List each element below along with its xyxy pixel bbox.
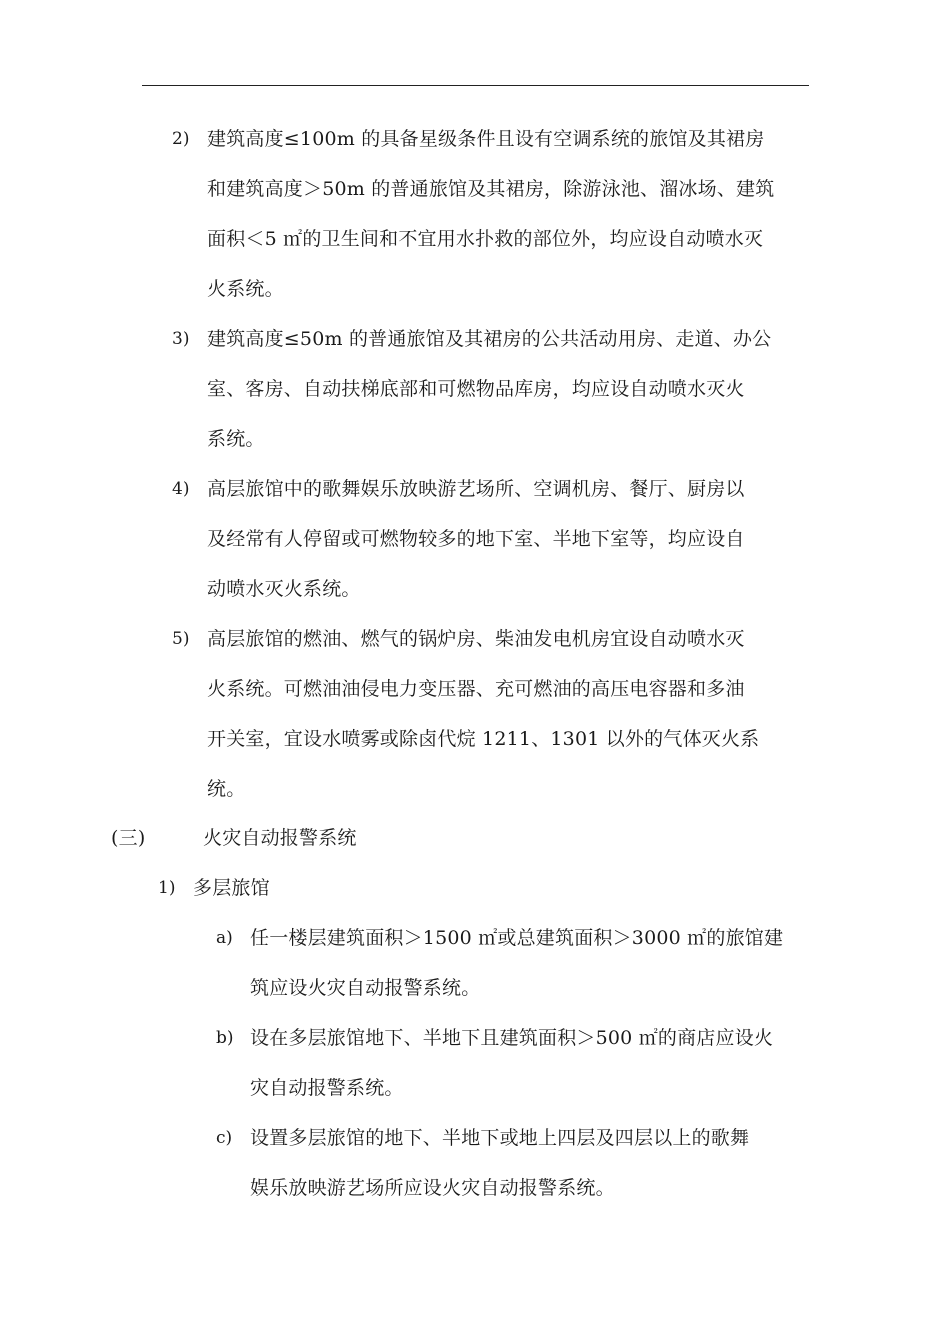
item-line: 建筑高度≤100m 的具备星级条件且设有空调系统的旅馆及其裙房 [207,128,765,150]
item-line: 及经常有人停留或可燃物较多的地下室、半地下室等，均应设自 [207,528,745,550]
item-marker: 3) [172,329,190,349]
item-marker: 2) [172,129,190,149]
header-rule [142,85,809,86]
item-line: 统。 [207,778,246,800]
subitem-marker: a) [216,928,233,948]
subitem-line: 灾自动报警系统。 [250,1077,404,1099]
section-title: 火灾自动报警系统 [203,827,357,849]
subsection-marker: 1) [158,878,176,898]
item-line: 室、客房、自动扶梯底部和可燃物品库房，均应设自动喷水灭火 [207,378,745,400]
subitem-line: 设在多层旅馆地下、半地下且建筑面积＞500 ㎡的商店应设火 [250,1027,774,1049]
item-line: 火系统。可燃油油侵电力变压器、充可燃油的高压电容器和多油 [207,678,745,700]
item-line: 面积＜5 ㎡的卫生间和不宜用水扑救的部位外，均应设自动喷水灭 [207,228,764,250]
item-line: 高层旅馆中的歌舞娱乐放映游艺场所、空调机房、餐厅、厨房以 [207,478,745,500]
item-line: 开关室，宜设水喷雾或除卤代烷 1211、1301 以外的气体灭火系 [207,728,760,750]
subitem-line: 娱乐放映游艺场所应设火灾自动报警系统。 [250,1177,615,1199]
subitem-line: 设置多层旅馆的地下、半地下或地上四层及四层以上的歌舞 [250,1127,750,1149]
item-marker: 5) [172,629,190,649]
item-line: 火系统。 [207,278,284,300]
item-line: 高层旅馆的燃油、燃气的锅炉房、柴油发电机房宜设自动喷水灭 [207,628,745,650]
subitem-marker: b) [216,1028,234,1048]
subsection-title: 多层旅馆 [193,877,270,899]
item-line: 和建筑高度＞50m 的普通旅馆及其裙房，除游泳池、溜冰场、建筑 [207,178,775,200]
item-line: 动喷水灭火系统。 [207,578,361,600]
subitem-line: 筑应设火灾自动报警系统。 [250,977,481,999]
subitem-line: 任一楼层建筑面积＞1500 ㎡或总建筑面积＞3000 ㎡的旅馆建 [250,927,784,949]
subitem-marker: c) [216,1128,233,1148]
item-marker: 4) [172,479,190,499]
item-line: 系统。 [207,428,265,450]
item-line: 建筑高度≤50m 的普通旅馆及其裙房的公共活动用房、走道、办公 [207,328,772,350]
section-marker: (三) [111,827,146,849]
